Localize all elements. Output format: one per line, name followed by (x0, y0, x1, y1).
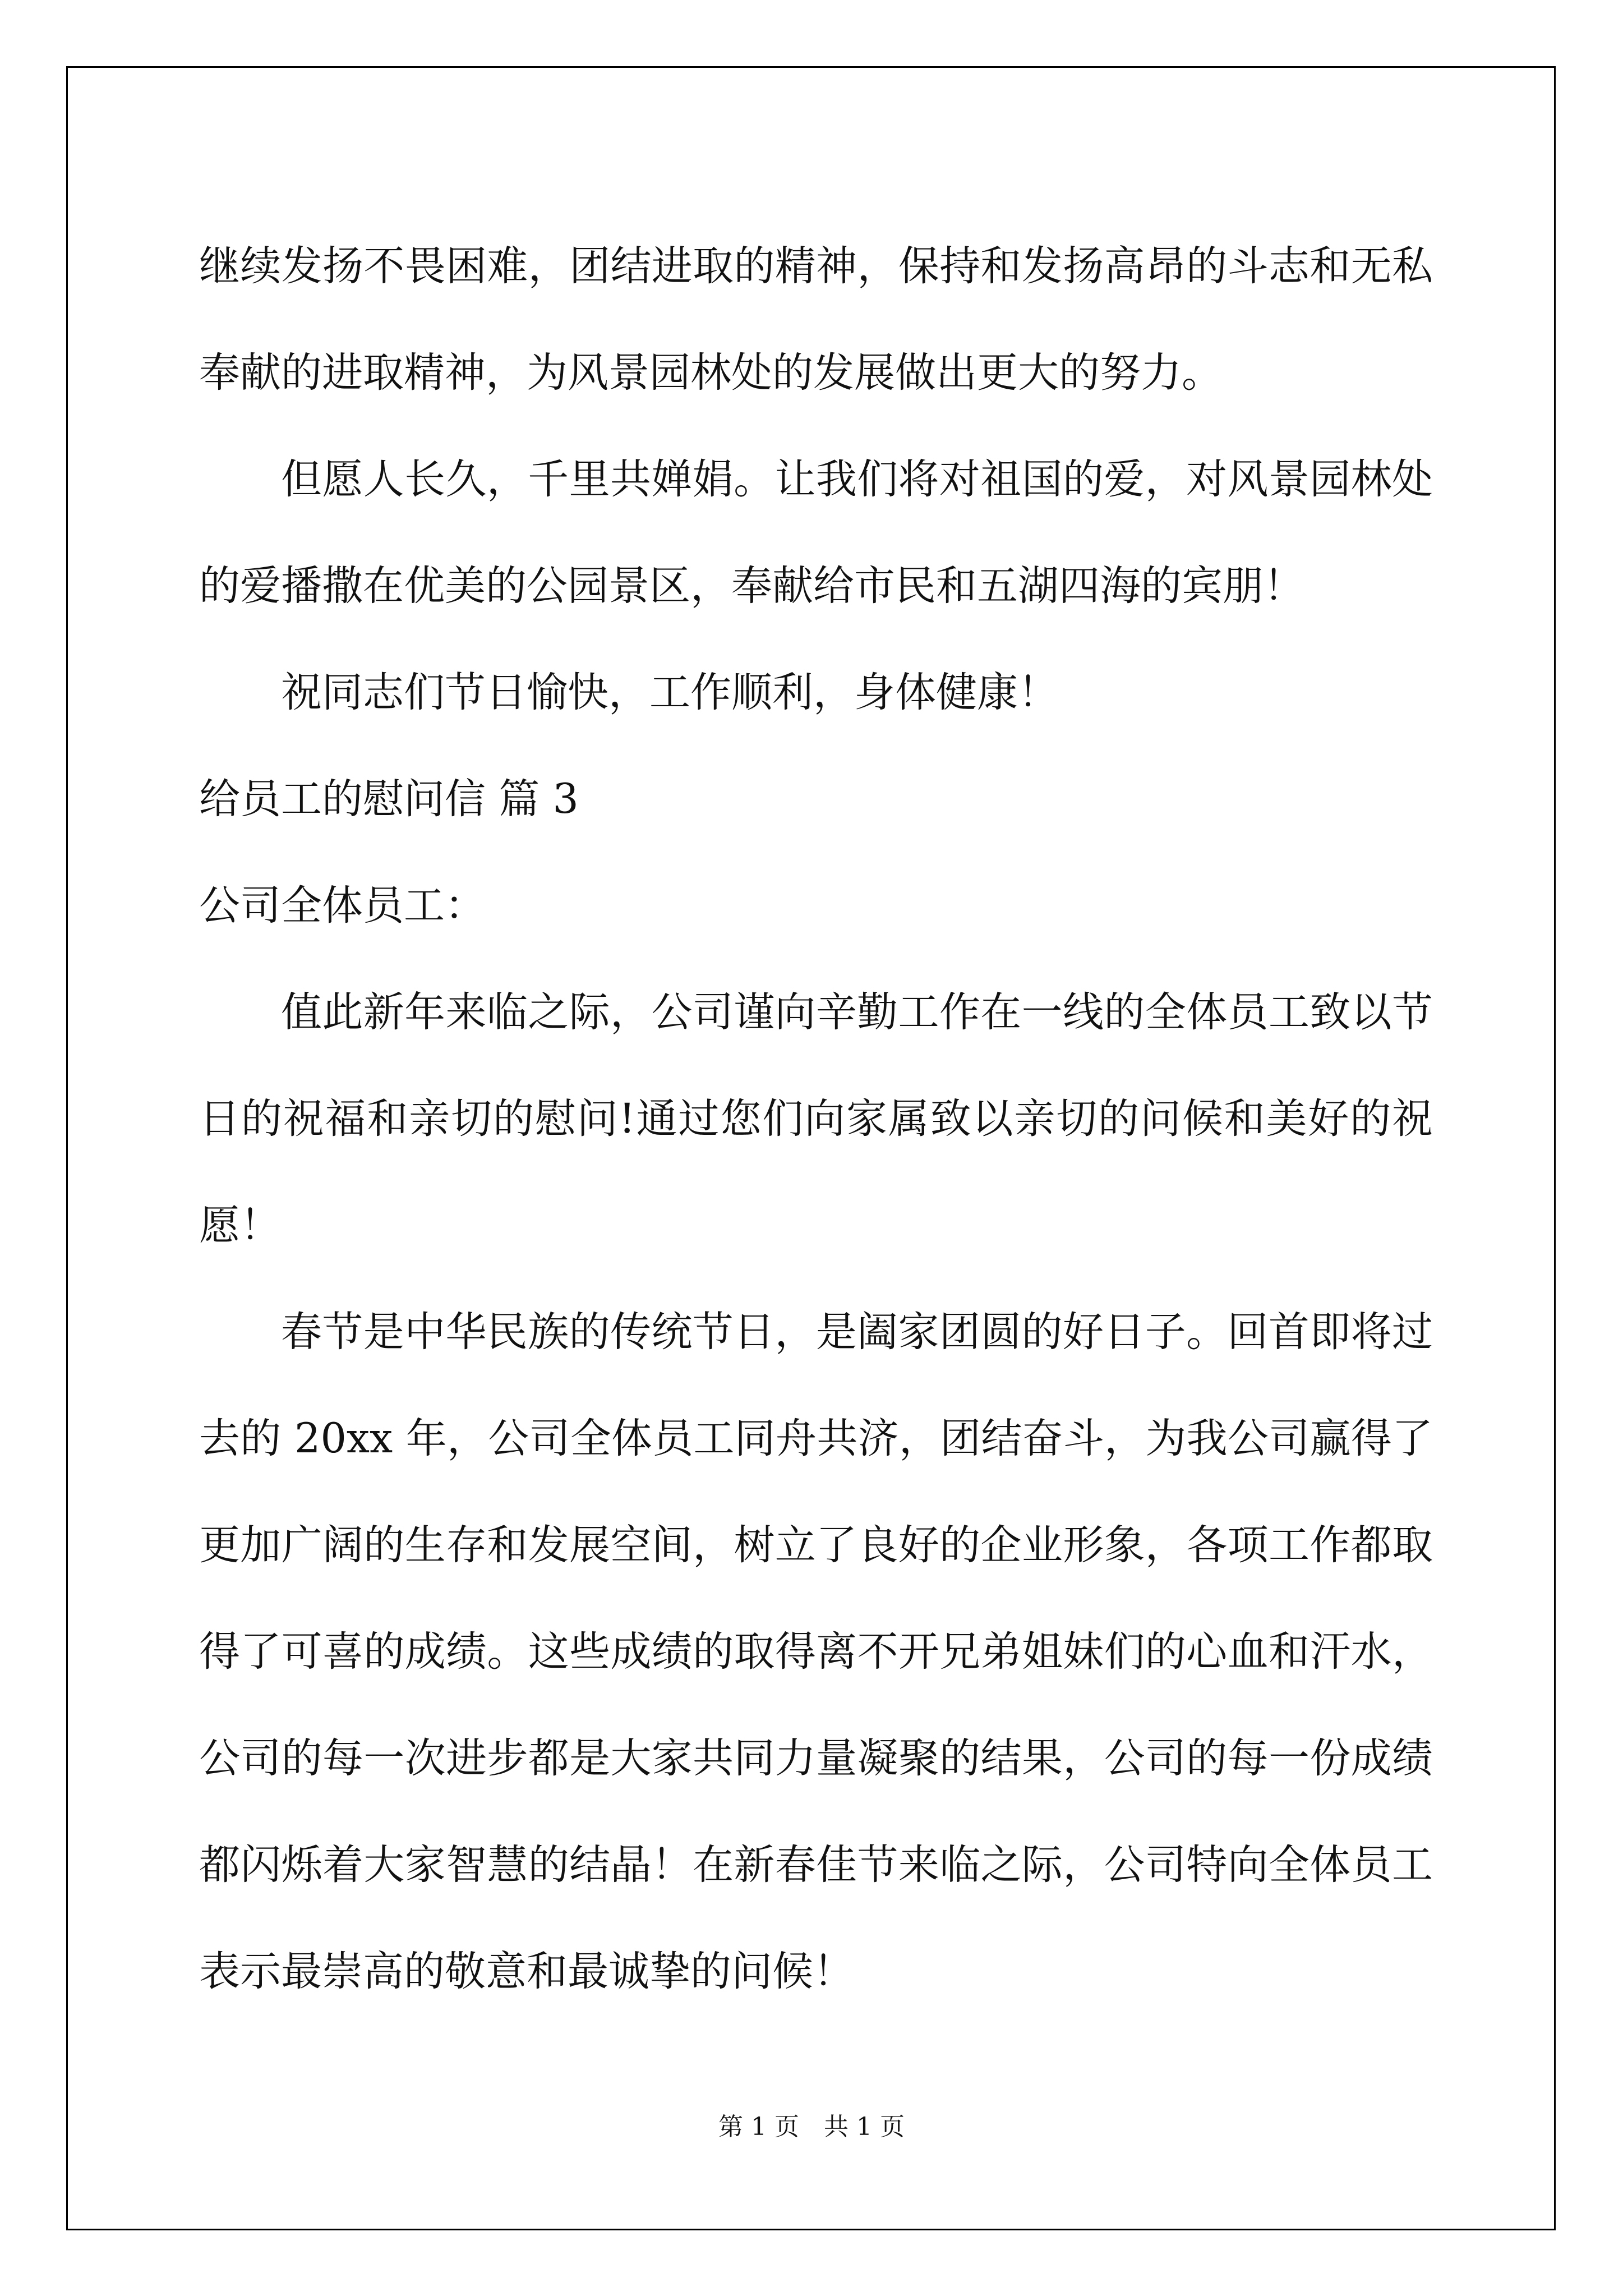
paragraph-wish: 但愿人长久，千里共婵娟。让我们将对祖国的爱，对风景园林处的爱播撒在优美的公园景区，奉献给市民和五湖四海的宾朋！ (199, 455, 1433, 610)
document-body (199, 213, 1433, 2025)
paragraph-greeting: 祝同志们节日愉快，工作顺利，身体健康！ (281, 669, 1059, 716)
salutation: 公司全体员工： (199, 882, 486, 930)
section-heading: 给员工的慰问信 篇 3 (199, 775, 579, 823)
page-footer: 第 1 页 共 1 页 (718, 2113, 905, 2141)
paragraph-new-year: 值此新年来临之际，公司谨向辛勤工作在一线的全体员工致以节日的祝福和亲切的慰问!通过您们向家属致以亲切的问候和美好的祝愿！ (199, 988, 1433, 1249)
paragraph-spring-festival: 春节是中华民族的传统节日，是阖家团圆的好日子。回首即将过去的 20xx 年，公司全体员工同舟共济，团结奋斗，为我公司赢得了更加广阔的生存和发展空间，树立了良好的企业形象，各项工作都取得了可喜的成绩。这些成绩的取得离不开兄弟姐妹们的心血和汗水，公司的每一次进步都是大家共同力量凝聚的结果，公司的每一份成绩都闪烁着大家智慧的结晶！在新春佳节来临之际，公司特向全体员工表示最崇高的敬意和最诚挚的问候！ (199, 1308, 1433, 1995)
paragraph-continuation: 继续发扬不畏困难，团结进取的精神，保持和发扬高昂的斗志和无私奉献的进取精神，为风景园林处的发展做出更大的努力。 (199, 242, 1433, 397)
